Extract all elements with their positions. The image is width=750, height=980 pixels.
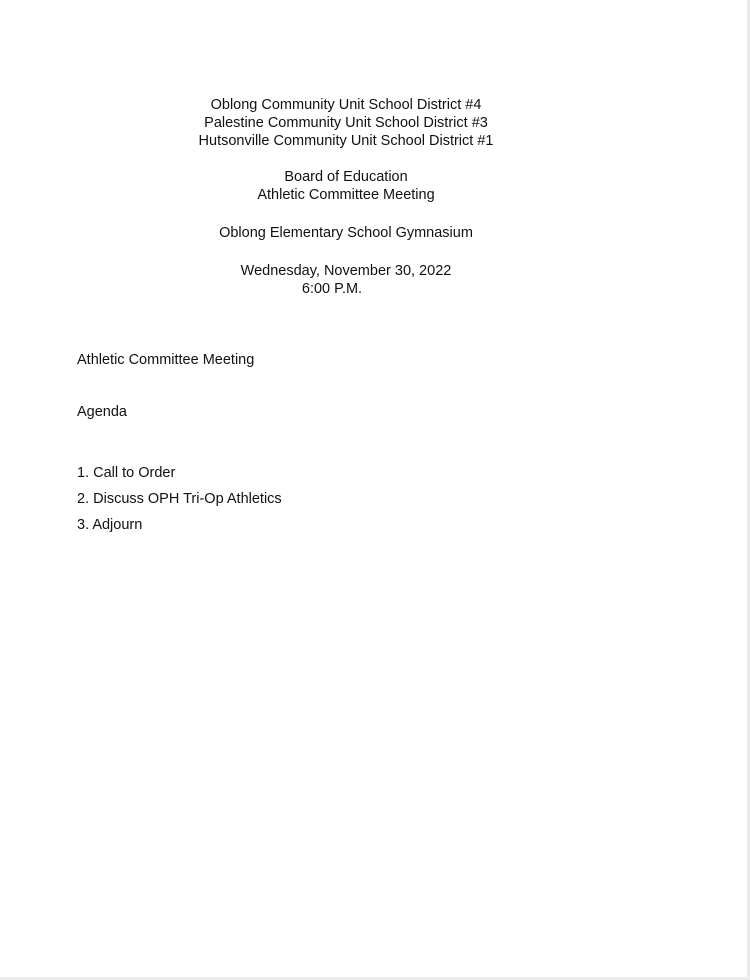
agenda-item: 1. Call to Order [77, 465, 176, 481]
district-line-2: Palestine Community Unit School District #3 [204, 115, 488, 131]
agenda-item: 2. Discuss OPH Tri-Op Athletics [77, 491, 282, 507]
agenda-item: 3. Adjourn [77, 517, 143, 533]
meeting-date: Wednesday, November 30, 2022 [240, 263, 452, 279]
board-title: Board of Education [284, 169, 408, 185]
district-line-3: Hutsonville Community Unit School District #1 [198, 133, 494, 149]
meeting-title: Athletic Committee Meeting [257, 187, 435, 203]
agenda-list [77, 464, 282, 542]
section-title: Athletic Committee Meeting [77, 352, 255, 368]
agenda-label: Agenda [77, 404, 127, 420]
meeting-time: 6:00 P.M. [301, 281, 363, 297]
meeting-location: Oblong Elementary School Gymnasium [219, 225, 473, 241]
document-header [0, 96, 692, 298]
district-line-1: Oblong Community Unit School District #4 [210, 97, 482, 113]
